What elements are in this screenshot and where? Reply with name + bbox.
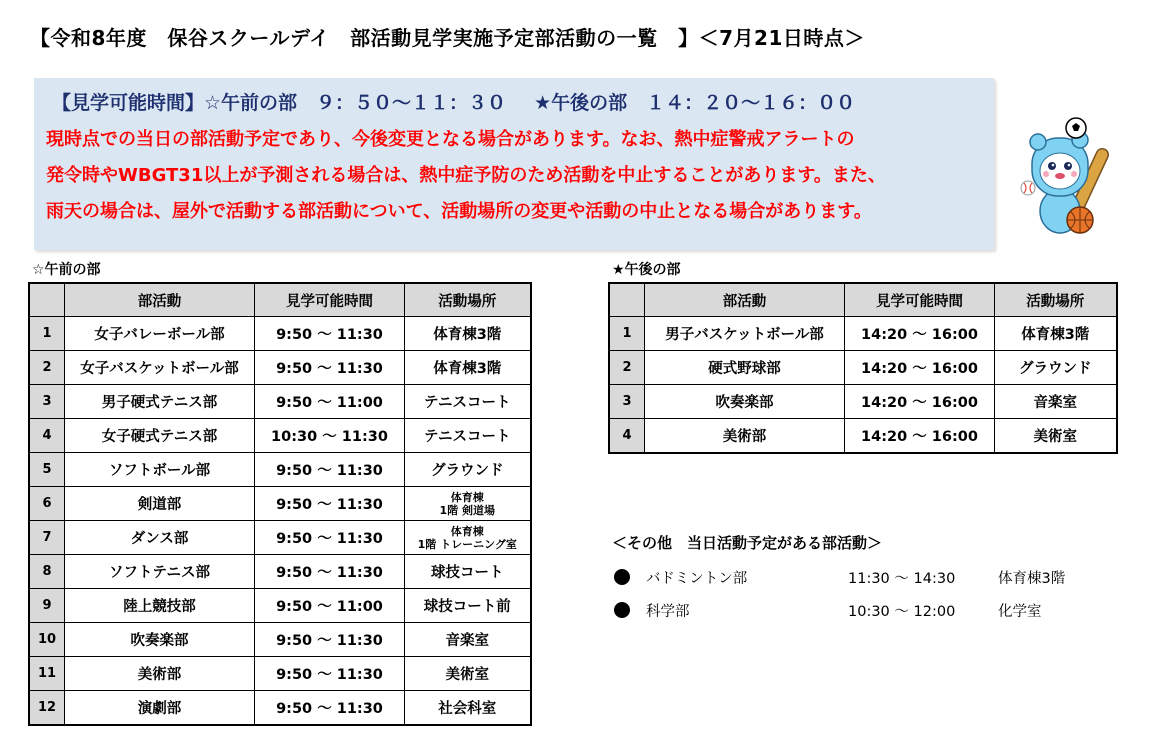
club-name: 硬式野球部 bbox=[645, 351, 845, 385]
table-row bbox=[29, 555, 531, 589]
header-club: 部活動 bbox=[645, 283, 845, 317]
club-name: 女子バレーボール部 bbox=[65, 317, 255, 351]
activity-place: 音楽室 bbox=[405, 623, 531, 657]
row-number: 2 bbox=[609, 351, 645, 385]
table-row bbox=[29, 589, 531, 623]
activity-place: 体育棟3階 bbox=[405, 351, 531, 385]
viewing-time: 9:50 ～ 11:30 bbox=[255, 453, 405, 487]
viewing-time: 9:50 ～ 11:30 bbox=[255, 487, 405, 521]
row-number: 1 bbox=[29, 317, 65, 351]
viewing-time: 14:20 ～ 16:00 bbox=[845, 351, 995, 385]
viewing-time: 9:50 ～ 11:30 bbox=[255, 623, 405, 657]
table-row bbox=[29, 419, 531, 453]
am-hours: ☆午前の部 ９：５０～１１：３０ bbox=[204, 92, 507, 114]
other-clubs-title: ＜その他 当日活動予定がある部活動＞ bbox=[612, 534, 883, 552]
header-time: 見学可能時間 bbox=[255, 283, 405, 317]
bullet-icon bbox=[614, 569, 630, 585]
table-row bbox=[29, 453, 531, 487]
row-number: 6 bbox=[29, 487, 65, 521]
place-line: 体育棟 bbox=[450, 490, 484, 504]
table-header-row bbox=[609, 283, 1117, 317]
row-number: 11 bbox=[29, 657, 65, 691]
activity-place: テニスコート bbox=[405, 419, 531, 453]
header-club: 部活動 bbox=[65, 283, 255, 317]
viewing-time: 9:50 ～ 11:30 bbox=[255, 317, 405, 351]
mascot-character-icon bbox=[1018, 116, 1123, 241]
other-club-place: 体育棟3階 bbox=[998, 571, 1066, 587]
table-row bbox=[609, 351, 1117, 385]
activity-place: 体育棟3階 bbox=[995, 317, 1117, 351]
table-row bbox=[609, 385, 1117, 419]
table-header-row bbox=[29, 283, 531, 317]
pm-schedule-table bbox=[608, 282, 1118, 454]
table-row bbox=[609, 419, 1117, 454]
club-name: 女子硬式テニス部 bbox=[65, 419, 255, 453]
viewing-time: 9:50 ～ 11:00 bbox=[255, 589, 405, 623]
table-row bbox=[29, 521, 531, 555]
place-line: 1階 トレーニング室 bbox=[417, 537, 517, 551]
warning-text bbox=[46, 122, 991, 230]
activity-place bbox=[405, 487, 531, 521]
viewing-time: 14:20 ～ 16:00 bbox=[845, 317, 995, 351]
table-row bbox=[29, 385, 531, 419]
place-line: 体育棟 bbox=[450, 524, 484, 538]
pm-section-label: ★午後の部 bbox=[612, 262, 681, 278]
activity-place: 球技コート前 bbox=[405, 589, 531, 623]
viewing-hours-label: 【見学可能時間】 bbox=[52, 92, 205, 114]
club-name: ソフトボール部 bbox=[65, 453, 255, 487]
warning-line: 発令時やWBGT31以上が予測される場合は、熱中症予防のため活動を中止することがあります。また、 bbox=[46, 165, 886, 186]
row-number: 7 bbox=[29, 521, 65, 555]
viewing-time: 9:50 ～ 11:30 bbox=[255, 351, 405, 385]
viewing-time: 10:30 ～ 11:30 bbox=[255, 419, 405, 453]
club-name: 吹奏楽部 bbox=[65, 623, 255, 657]
row-number: 1 bbox=[609, 317, 645, 351]
other-club-name: 科学部 bbox=[646, 604, 690, 620]
row-number: 3 bbox=[609, 385, 645, 419]
club-name: 剣道部 bbox=[65, 487, 255, 521]
viewing-time: 14:20 ～ 16:00 bbox=[845, 419, 995, 454]
row-number: 2 bbox=[29, 351, 65, 385]
activity-place: グラウンド bbox=[405, 453, 531, 487]
table-row bbox=[29, 691, 531, 726]
row-number: 3 bbox=[29, 385, 65, 419]
other-club-time: 11:30 ～ 14:30 bbox=[848, 571, 956, 587]
warning-line: 雨天の場合は、屋外で活動する部活動について、活動場所の変更や活動の中止となる場合があります。 bbox=[46, 201, 872, 222]
am-section-label: ☆午前の部 bbox=[32, 262, 101, 278]
row-number: 5 bbox=[29, 453, 65, 487]
activity-place: 球技コート bbox=[405, 555, 531, 589]
other-club-time: 10:30 ～ 12:00 bbox=[848, 604, 956, 620]
table-row bbox=[29, 623, 531, 657]
header-time: 見学可能時間 bbox=[845, 283, 995, 317]
club-name: ダンス部 bbox=[65, 521, 255, 555]
club-name: 男子硬式テニス部 bbox=[65, 385, 255, 419]
row-number: 8 bbox=[29, 555, 65, 589]
page-title: 【令和8年度 保谷スクールデイ 部活動見学実施予定部活動の一覧 】＜7月21日時点＞ bbox=[30, 26, 865, 50]
viewing-time: 9:50 ～ 11:30 bbox=[255, 555, 405, 589]
header-place: 活動場所 bbox=[995, 283, 1117, 317]
viewing-time: 9:50 ～ 11:00 bbox=[255, 385, 405, 419]
am-schedule-table bbox=[28, 282, 532, 726]
row-number: 4 bbox=[609, 419, 645, 454]
club-name: 陸上競技部 bbox=[65, 589, 255, 623]
activity-place: グラウンド bbox=[995, 351, 1117, 385]
club-name: 美術部 bbox=[645, 419, 845, 454]
table-row bbox=[29, 351, 531, 385]
bullet-icon bbox=[614, 602, 630, 618]
activity-place: 体育棟3階 bbox=[405, 317, 531, 351]
row-number: 10 bbox=[29, 623, 65, 657]
activity-place: 美術室 bbox=[405, 657, 531, 691]
other-club-name: バドミントン部 bbox=[646, 571, 748, 587]
notice-box bbox=[34, 78, 994, 250]
pm-hours: ★午後の部 １４：２０～１６：００ bbox=[534, 92, 856, 114]
row-number: 4 bbox=[29, 419, 65, 453]
viewing-time: 9:50 ～ 11:30 bbox=[255, 521, 405, 555]
activity-place: 美術室 bbox=[995, 419, 1117, 454]
viewing-hours bbox=[52, 88, 883, 115]
activity-place: 社会科室 bbox=[405, 691, 531, 726]
club-name: 美術部 bbox=[65, 657, 255, 691]
club-name: 男子バスケットボール部 bbox=[645, 317, 845, 351]
table-row bbox=[29, 657, 531, 691]
activity-place: テニスコート bbox=[405, 385, 531, 419]
viewing-time: 14:20 ～ 16:00 bbox=[845, 385, 995, 419]
viewing-time: 9:50 ～ 11:30 bbox=[255, 691, 405, 726]
header-place: 活動場所 bbox=[405, 283, 531, 317]
table-row bbox=[609, 317, 1117, 351]
club-name: 演劇部 bbox=[65, 691, 255, 726]
activity-place: 音楽室 bbox=[995, 385, 1117, 419]
viewing-time: 9:50 ～ 11:30 bbox=[255, 657, 405, 691]
club-name: ソフトテニス部 bbox=[65, 555, 255, 589]
table-row bbox=[29, 487, 531, 521]
row-number: 9 bbox=[29, 589, 65, 623]
header-number bbox=[29, 283, 65, 317]
club-name: 女子バスケットボール部 bbox=[65, 351, 255, 385]
activity-place bbox=[405, 521, 531, 555]
club-name: 吹奏楽部 bbox=[645, 385, 845, 419]
place-line: 1階 剣道場 bbox=[439, 503, 495, 517]
table-row bbox=[29, 317, 531, 351]
other-club-place: 化学室 bbox=[998, 604, 1042, 620]
row-number: 12 bbox=[29, 691, 65, 726]
warning-line: 現時点での当日の部活動予定であり、今後変更となる場合があります。なお、熱中症警戒アラートの bbox=[46, 129, 855, 150]
header-number bbox=[609, 283, 645, 317]
